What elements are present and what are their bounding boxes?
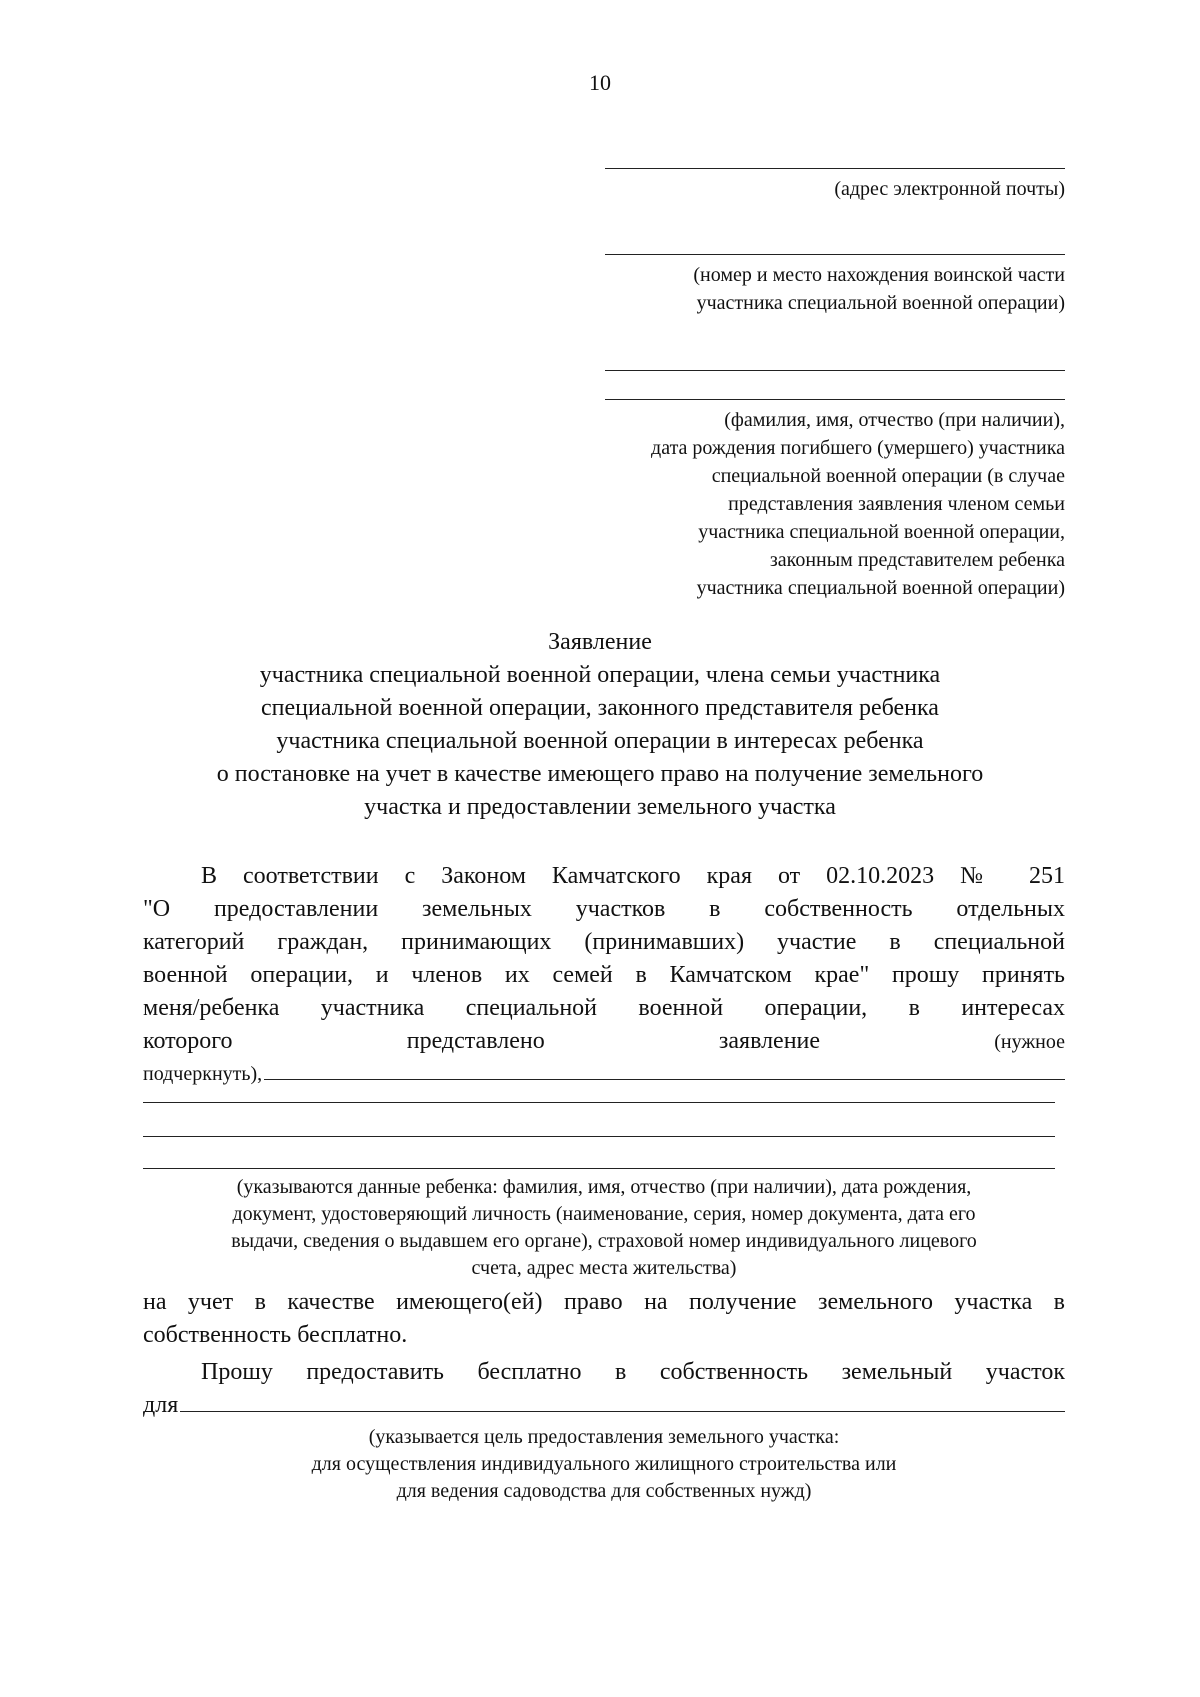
caption-line: для ведения садоводства для собственных нужд) xyxy=(396,1480,812,1502)
caption-line: участника специальной военной операции, xyxy=(698,521,1065,543)
caption-line: (указываются данные ребенка: фамилия, имя, отчество (при наличии), дата рождения, xyxy=(236,1176,972,1198)
deceased-field-block xyxy=(605,370,1065,602)
purpose-blank-line[interactable] xyxy=(180,1411,1065,1412)
paragraph-2 xyxy=(143,1286,1065,1352)
caption-line: представления заявления членом семьи xyxy=(728,493,1065,515)
child-data-blank-line-4[interactable] xyxy=(143,1168,1055,1169)
deceased-caption xyxy=(605,406,1065,602)
child-data-blank-line-3[interactable] xyxy=(143,1136,1055,1137)
paragraph-line xyxy=(143,1389,1065,1422)
caption-line: (указывается цель предоставления земельного участка: xyxy=(368,1426,840,1448)
paragraph-3 xyxy=(143,1356,1065,1422)
title-line: участника специальной военной операции, члена семьи участника xyxy=(259,662,941,688)
email-field-block xyxy=(605,168,1065,203)
caption-line: (адрес электронной почты) xyxy=(834,178,1065,200)
caption-line: документ, удостоверяющий личность (наименование, серия, номер документа, дата его xyxy=(232,1203,976,1225)
caption-line: участника специальной военной операции) xyxy=(696,292,1065,314)
caption-line: (фамилия, имя, отчество (при наличии), xyxy=(724,409,1065,431)
word: (нужное xyxy=(994,1031,1065,1053)
caption-line: выдачи, сведения о выдавшем его органе), страховой номер индивидуального лицевого xyxy=(231,1230,977,1252)
caption-line: для осуществления индивидуального жилищного строительства или xyxy=(311,1453,897,1475)
caption-line: дата рождения погибшего (умершего) участника xyxy=(651,437,1065,459)
deceased-blank-line-2[interactable] xyxy=(605,399,1065,400)
title-line: участника специальной военной операции в интересах ребенка xyxy=(276,728,924,754)
title-heading: Заявление xyxy=(548,629,652,655)
word: для xyxy=(143,1392,179,1418)
underline-note: подчеркнуть), xyxy=(143,1063,263,1085)
military-unit-blank-line[interactable] xyxy=(605,254,1065,255)
military-unit-caption xyxy=(605,261,1065,317)
paragraph-1 xyxy=(143,860,1065,1091)
caption-line: специальной военной операции (в случае xyxy=(711,465,1065,487)
email-blank-line[interactable] xyxy=(605,168,1065,169)
caption-line: участника специальной военной операции) xyxy=(696,577,1065,599)
caption-line: законным представителем ребенка xyxy=(769,549,1065,571)
word: представлено xyxy=(406,1028,545,1054)
word: которого xyxy=(143,1028,233,1054)
word: заявление xyxy=(718,1028,821,1054)
title-line: специальной военной операции, законного представителя ребенка xyxy=(261,695,939,721)
deceased-blank-line-1[interactable] xyxy=(605,370,1065,371)
title-line: о постановке на учет в качестве имеющего право на получение земельного xyxy=(216,761,984,787)
child-data-blank-line-2[interactable] xyxy=(143,1102,1055,1103)
title-line: участка и предоставлении земельного участка xyxy=(364,794,836,820)
document-title xyxy=(130,626,1070,824)
paragraph-line: военной операции, и членов их семей в Камчатском крае" прошу принять xyxy=(143,962,1065,988)
child-data-caption xyxy=(143,1174,1065,1282)
caption-line: (номер и место нахождения воинской части xyxy=(693,264,1065,286)
paragraph-line xyxy=(143,1058,1065,1091)
page-number: 10 xyxy=(589,70,611,95)
purpose-caption xyxy=(143,1424,1065,1505)
paragraph-line: Прошу предоставить бесплатно в собственность земельный участок xyxy=(201,1359,1065,1385)
email-caption xyxy=(605,175,1065,203)
military-unit-field-block xyxy=(605,254,1065,317)
paragraph-line: собственность бесплатно. xyxy=(143,1322,408,1348)
paragraph-line: на учет в качестве имеющего(ей) право на получение земельного участка в xyxy=(143,1289,1065,1315)
paragraph-line: "О предоставлении земельных участков в собственность отдельных xyxy=(143,896,1065,922)
paragraph-line: категорий граждан, принимающих (принимавших) участие в специальной xyxy=(143,929,1065,955)
caption-line: счета, адрес места жительства) xyxy=(471,1257,737,1279)
child-data-blank-line-1[interactable] xyxy=(264,1079,1065,1080)
paragraph-line: меня/ребенка участника специальной военной операции, в интересах xyxy=(143,995,1065,1021)
paragraph-line: В соответствии с Законом Камчатского края от 02.10.2023 № 251 xyxy=(201,863,1065,889)
paragraph-line xyxy=(143,1025,1065,1058)
